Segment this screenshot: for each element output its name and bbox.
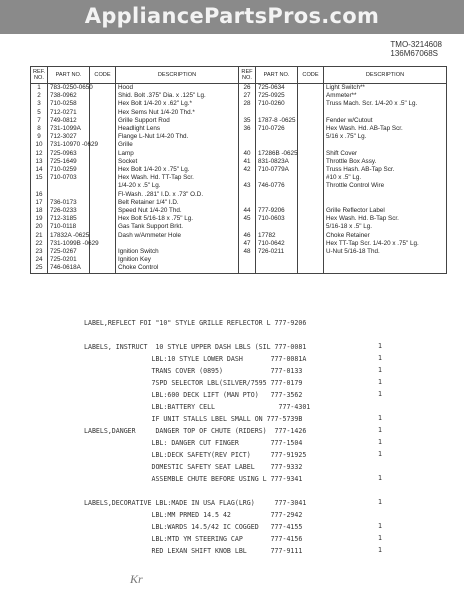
table-cell: [90, 223, 116, 231]
table-cell: [298, 84, 324, 93]
table-cell: [90, 117, 116, 125]
table-cell: 35: [239, 117, 256, 125]
table-cell: [90, 100, 116, 108]
table-cell: Choke Control: [116, 264, 239, 273]
table-row: [31, 84, 447, 93]
table-cell: Light Switch**: [324, 84, 447, 93]
table-header-cell: REF. NO.: [31, 67, 48, 84]
table-cell: [298, 133, 324, 141]
listing-line: LBL:DECK SAFETY(REV PICT) 777-91925: [84, 451, 307, 459]
table-cell: 17286B -0625: [256, 150, 298, 158]
table-cell: 20: [31, 223, 48, 231]
table-row: [31, 166, 447, 174]
table-cell: 14: [31, 166, 48, 174]
table-cell: [239, 174, 256, 182]
table-cell: 42: [239, 166, 256, 174]
table-cell: Gas Tank Support Brkt.: [116, 223, 239, 231]
table-cell: [298, 207, 324, 215]
document-id-line: TMO-3214608: [390, 40, 442, 49]
table-cell: [256, 199, 298, 207]
table-cell: 710-0258: [48, 100, 90, 108]
table-cell: Hex Bolt 1/4-20 x .75" Lg.: [116, 166, 239, 174]
table-cell: [298, 125, 324, 133]
table-cell: [324, 264, 447, 273]
table-cell: 19: [31, 215, 48, 223]
table-header-cell: REF NO.: [239, 67, 256, 84]
table-cell: [298, 141, 324, 149]
listing-quantity: 1: [378, 366, 382, 374]
table-cell: 710-0260: [256, 100, 298, 108]
table-cell: Hex Wash. Hd. B-Tap Scr.: [324, 215, 447, 223]
table-cell: [90, 199, 116, 207]
table-cell: [239, 133, 256, 141]
table-header-cell: PART NO.: [256, 67, 298, 84]
table-cell: [90, 264, 116, 273]
table-cell: 44: [239, 207, 256, 215]
table-cell: [239, 191, 256, 199]
table-row: [31, 199, 447, 207]
listing-quantity: 1: [378, 534, 382, 542]
table-cell: [239, 199, 256, 207]
table-cell: 22: [31, 240, 48, 248]
table-cell: 25: [31, 264, 48, 273]
table-header-cell: DESCRIPTION: [324, 67, 447, 84]
table-row: [31, 182, 447, 190]
table-cell: 710-0603: [256, 215, 298, 223]
table-cell: Ammeter**: [324, 92, 447, 100]
table-cell: 1/4-20 x .5" Lg.: [116, 182, 239, 190]
table-cell: [298, 240, 324, 248]
table-cell: 48: [239, 248, 256, 256]
table-cell: [298, 264, 324, 273]
table-cell: [90, 150, 116, 158]
listing-line: LBL:BATTERY CELL 777-4301: [84, 403, 311, 411]
table-cell: Throttle Box Assy.: [324, 158, 447, 166]
table-cell: 731-1099A: [48, 125, 90, 133]
listing-quantity: 1: [378, 414, 382, 422]
table-cell: Fender w/Cutout: [324, 117, 447, 125]
table-cell: 7: [31, 117, 48, 125]
table-row: [31, 150, 447, 158]
table-cell: [298, 256, 324, 264]
listing-line: LABELS,DANGER DANGER TOP OF CHUTE (RIDERS) 777-1426: [84, 427, 307, 435]
table-cell: [90, 125, 116, 133]
table-cell: 17832A -0625: [48, 232, 90, 240]
table-cell: [90, 92, 116, 100]
table-row: [31, 158, 447, 166]
table-row: [31, 133, 447, 141]
parts-table: [30, 66, 447, 274]
table-cell: Ignition Switch: [116, 248, 239, 256]
table-row: [31, 223, 447, 231]
table-cell: 725-0201: [48, 256, 90, 264]
table-cell: 5: [31, 109, 48, 117]
table-row: [31, 207, 447, 215]
table-cell: Choke Retainer: [324, 232, 447, 240]
listing-quantity: 1: [378, 378, 382, 386]
table-cell: Ignition Key: [116, 256, 239, 264]
listing-line: LBL: DANGER CUT FINGER 777-1504: [84, 439, 303, 447]
table-cell: [256, 223, 298, 231]
table-row: [31, 109, 447, 117]
table-cell: [298, 232, 324, 240]
table-cell: 18: [31, 207, 48, 215]
table-cell: [90, 158, 116, 166]
table-cell: [48, 191, 90, 199]
table-cell: 777-9206: [256, 207, 298, 215]
listing-line: LABELS, INSTRUCT 10 STYLE UPPER DASH LBLS (SIL 777-0081: [84, 343, 307, 351]
table-cell: [324, 141, 447, 149]
table-cell: 9: [31, 133, 48, 141]
table-cell: 731-1099B -0629: [48, 240, 90, 248]
table-cell: 725-0963: [48, 150, 90, 158]
table-row: [31, 232, 447, 240]
listing-line: 7SPD SELECTOR LBL(SILVER/7595 777-0179: [84, 379, 303, 387]
parts-table-body: [31, 84, 447, 274]
table-cell: Shid. Bolt .375" Dia. x .125" Lg.: [116, 92, 239, 100]
table-cell: U-Nut 5/16-18 Thd.: [324, 248, 447, 256]
table-cell: 13: [31, 158, 48, 166]
table-cell: 26: [239, 84, 256, 93]
table-cell: 831-0823A: [256, 158, 298, 166]
listing-quantity: 1: [378, 426, 382, 434]
table-cell: 726-0233: [48, 207, 90, 215]
table-cell: 710-0118: [48, 223, 90, 231]
table-cell: [90, 182, 116, 190]
table-cell: [90, 191, 116, 199]
handwritten-mark: Kr: [130, 572, 143, 586]
table-cell: [298, 174, 324, 182]
table-cell: [256, 264, 298, 273]
table-cell: [239, 256, 256, 264]
table-cell: 726-0211: [256, 248, 298, 256]
table-cell: 10: [31, 141, 48, 149]
site-watermark: AppliancePartsPros.com: [84, 4, 380, 28]
document-id-line: 136M67068S: [390, 49, 438, 58]
table-cell: 23: [31, 248, 48, 256]
listing-quantity: 1: [378, 450, 382, 458]
table-cell: Hex Wash. Hd. AB-Tap Scr.: [324, 125, 447, 133]
table-cell: 738-0962: [48, 92, 90, 100]
table-cell: [116, 240, 239, 248]
table-cell: [298, 248, 324, 256]
listing-line: LBL:MM PRMED 14.5 42 777-2942: [84, 511, 303, 519]
table-cell: Socket: [116, 158, 239, 166]
table-cell: 725-0267: [48, 248, 90, 256]
table-cell: 712-3185: [48, 215, 90, 223]
table-cell: [31, 182, 48, 190]
table-cell: [90, 232, 116, 240]
table-cell: Hex Sems Nut 1/4-20 Thd.*: [116, 109, 239, 117]
table-cell: Shift Cover: [324, 150, 447, 158]
table-cell: [48, 182, 90, 190]
table-cell: [298, 191, 324, 199]
table-cell: [90, 215, 116, 223]
table-cell: 712-3027: [48, 133, 90, 141]
listing-quantity: 1: [378, 498, 382, 506]
table-cell: Hex Bolt 5/16-18 x .75" Lg.: [116, 215, 239, 223]
table-cell: 736-0173: [48, 199, 90, 207]
listing-quantity: 1: [378, 522, 382, 530]
table-cell: [256, 256, 298, 264]
table-cell: [90, 109, 116, 117]
table-header-cell: DESCRIPTION: [116, 67, 239, 84]
table-cell: 710-0642: [256, 240, 298, 248]
table-cell: 731-10970 -0629: [48, 141, 90, 149]
table-cell: 746-0618A: [48, 264, 90, 273]
table-cell: 36: [239, 125, 256, 133]
listing-line: TRANS COVER (0895) 777-0133: [84, 367, 303, 375]
table-cell: [298, 92, 324, 100]
table-cell: Flange L-Nut 1/4-20 Thd.: [116, 133, 239, 141]
table-cell: Hex Wash. Hd. TT-Tap Scr.: [116, 174, 239, 182]
listing-line: LBL:MTD YM STEERING CAP 777-4156: [84, 535, 303, 543]
listing-line: LABELS,DECORATIVE LBL:MADE IN USA FLAG(LRG) 777-3041: [84, 499, 307, 507]
site-banner: [0, 0, 464, 34]
table-cell: 47: [239, 240, 256, 248]
table-cell: 12: [31, 150, 48, 158]
table-cell: 5/16 x .75" Lg.: [324, 133, 447, 141]
table-cell: 27: [239, 92, 256, 100]
table-cell: [90, 84, 116, 93]
table-row: [31, 92, 447, 100]
table-cell: 16: [31, 191, 48, 199]
table-cell: 8: [31, 125, 48, 133]
table-cell: [298, 223, 324, 231]
table-cell: Hood: [116, 84, 239, 93]
table-cell: 21: [31, 232, 48, 240]
table-cell: 725-0634: [256, 84, 298, 93]
table-header-cell: PART NO.: [48, 67, 90, 84]
table-cell: [239, 109, 256, 117]
table-cell: [324, 109, 447, 117]
table-cell: 746-0776: [256, 182, 298, 190]
table-cell: Truss Mach. Scr. 1/4-20 x .5" Lg.: [324, 100, 447, 108]
table-header-cell: CODE: [298, 67, 324, 84]
table-cell: 41: [239, 158, 256, 166]
table-row: [31, 240, 447, 248]
table-cell: 24: [31, 256, 48, 264]
table-cell: 2: [31, 92, 48, 100]
table-cell: Grille Support Rod: [116, 117, 239, 125]
listing-line: LBL:10 STYLE LOWER DASH 777-0081A: [84, 355, 307, 363]
parts-table-header: [31, 67, 447, 84]
table-cell: [324, 191, 447, 199]
listing-line: LBL:600 DECK LIFT (MAN PTO) 777-3562: [84, 391, 303, 399]
table-cell: Speed Nut 1/4-20 Thd.: [116, 207, 239, 215]
listing-quantity: 1: [378, 354, 382, 362]
table-row: [31, 256, 447, 264]
table-cell: 1: [31, 84, 48, 93]
table-cell: [298, 166, 324, 174]
table-header-cell: CODE: [90, 67, 116, 84]
table-cell: 749-0812: [48, 117, 90, 125]
table-cell: [90, 207, 116, 215]
table-cell: [298, 150, 324, 158]
table-cell: 17: [31, 199, 48, 207]
table-cell: Hex TT-Tap Scr. 1/4-20 x .75" Lg.: [324, 240, 447, 248]
table-row: [31, 141, 447, 149]
table-cell: 28: [239, 100, 256, 108]
table-cell: 710-0259: [48, 166, 90, 174]
table-cell: Grille: [116, 141, 239, 149]
listing-line: ASSEMBLE CHUTE BEFORE USING L 777-9341: [84, 475, 303, 483]
table-cell: [256, 109, 298, 117]
table-cell: Grille Reflector Label: [324, 207, 447, 215]
table-cell: Throttle Control Wire: [324, 182, 447, 190]
table-cell: 17782: [256, 232, 298, 240]
listing-quantity: 1: [378, 438, 382, 446]
table-row: [31, 174, 447, 182]
table-cell: Headlight Lens: [116, 125, 239, 133]
table-cell: Fl-Wash. .281" I.D. x .73" O.D.: [116, 191, 239, 199]
table-cell: [298, 158, 324, 166]
table-cell: Dash w/Ammeter Hole: [116, 232, 239, 240]
table-cell: [298, 117, 324, 125]
table-cell: 40: [239, 150, 256, 158]
table-cell: [239, 264, 256, 273]
table-cell: 15: [31, 174, 48, 182]
table-cell: [298, 109, 324, 117]
table-cell: 43: [239, 182, 256, 190]
table-row: [31, 191, 447, 199]
table-cell: [298, 215, 324, 223]
table-cell: #10 x .5" Lg.: [324, 174, 447, 182]
table-cell: 710-0726: [256, 125, 298, 133]
table-cell: [90, 248, 116, 256]
listing-line: LBL:WARDS 14.5/42 IC COGGED 777-4155: [84, 523, 303, 531]
table-cell: 45: [239, 215, 256, 223]
table-row: [31, 264, 447, 273]
listing-quantity: 1: [378, 342, 382, 350]
table-cell: [256, 141, 298, 149]
table-cell: [324, 256, 447, 264]
table-cell: 46: [239, 232, 256, 240]
table-cell: [298, 100, 324, 108]
listing-line: DOMESTIC SAFETY SEAT LABEL 777-9332: [84, 463, 303, 471]
table-cell: [90, 133, 116, 141]
table-cell: [239, 223, 256, 231]
table-cell: 725-0925: [256, 92, 298, 100]
table-cell: [90, 174, 116, 182]
listing-line: RED LEXAN SHIFT KNOB LBL 777-9111: [84, 547, 303, 555]
table-row: [31, 117, 447, 125]
table-row: [31, 100, 447, 108]
table-cell: 783-0250-0650: [48, 84, 90, 93]
table-cell: [90, 256, 116, 264]
table-cell: Lamp: [116, 150, 239, 158]
table-cell: 1787-8 -0625: [256, 117, 298, 125]
table-row: [31, 248, 447, 256]
table-cell: [256, 191, 298, 199]
table-cell: Truss Hash. AB-Tap Scr.: [324, 166, 447, 174]
table-cell: [256, 133, 298, 141]
document-id: [390, 40, 442, 58]
table-row: [31, 215, 447, 223]
listing-quantity: 1: [378, 474, 382, 482]
table-cell: 710-0779A: [256, 166, 298, 174]
table-cell: 725-1649: [48, 158, 90, 166]
table-cell: [256, 174, 298, 182]
table-cell: 712-0271: [48, 109, 90, 117]
table-cell: 710-0703: [48, 174, 90, 182]
table-cell: 5/16-18 x .5" Lg.: [324, 223, 447, 231]
table-cell: Belt Retainer 1/4" I.D.: [116, 199, 239, 207]
table-cell: Hex Bolt 1/4-20 x .62" Lg.*: [116, 100, 239, 108]
table-cell: [298, 182, 324, 190]
table-cell: [239, 141, 256, 149]
listing-quantity: 1: [378, 546, 382, 554]
table-cell: [298, 199, 324, 207]
table-cell: 3: [31, 100, 48, 108]
listing-line: IF UNIT STALLS LBEL SMALL ON 777-5739B: [84, 415, 303, 423]
table-cell: [324, 199, 447, 207]
table-cell: [90, 166, 116, 174]
listing-line: LABEL,REFLECT FOI "10" STYLE GRILLE REFLECTOR L 777-9206: [84, 319, 307, 327]
listing-quantity: 1: [378, 390, 382, 398]
table-row: [31, 125, 447, 133]
